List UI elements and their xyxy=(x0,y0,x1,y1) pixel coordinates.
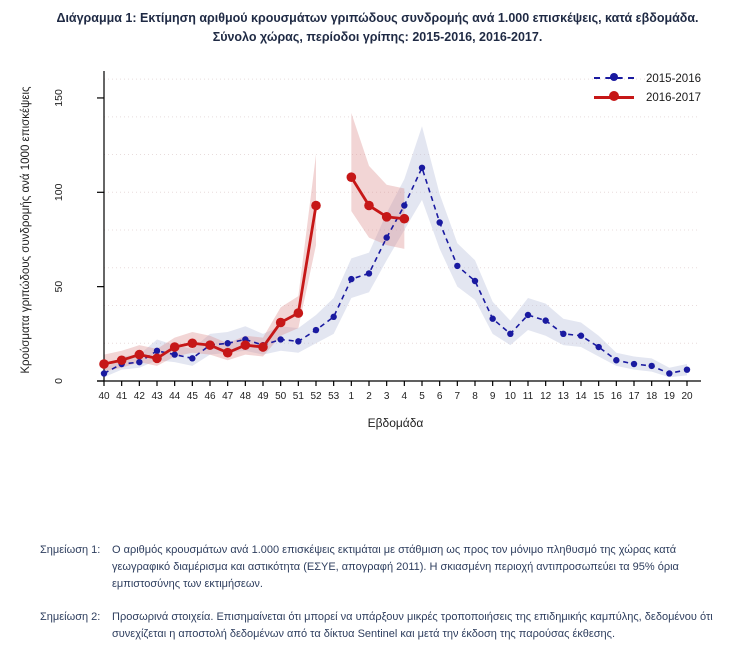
series-2015-2016-point xyxy=(542,317,548,323)
x-tick-label: 44 xyxy=(169,390,181,402)
series-2015-2016-point xyxy=(348,275,354,281)
footnote-1-text: Ο αριθμός κρουσμάτων ανά 1.000 επισκέψεις εκτιμάται με στάθμιση ως προς τον μόνιμο πληθυσμό της χώρας κατά γεωγραφικό διαμέρισμα και αστικότητα (ΕΣΥΕ, απογραφή 2011). Η σκιασμένη περιοχή αντιπροσωπεύει τα 95% όρια εμπιστοσύνης των εκτιμήσεων. xyxy=(112,543,679,590)
x-tick-label: 51 xyxy=(292,390,304,402)
y-tick-label: 100 xyxy=(53,183,65,201)
series-2016-2017-point xyxy=(294,308,304,318)
series-2015-2016-point xyxy=(507,330,513,336)
footnote-2-text: Προσωρινά στοιχεία. Επισημαίνεται ότι μπορεί να υπάρξουν μικρές τροποποιήσεις της επιδημικής καμπύλης, δεδομένου ότι συνεχίζεται η αποστολή δεδομένων από τα δίκτυα Sentinel και μετά την έκδοση της παρούσας έκθεσης. xyxy=(112,610,713,640)
series-2015-2016-point xyxy=(224,340,230,346)
y-tick-label: 0 xyxy=(53,377,65,384)
chart-legend xyxy=(594,73,701,104)
y-tick-label: 150 xyxy=(53,88,65,107)
series-2016-2017-point xyxy=(205,340,215,350)
x-tick-label: 14 xyxy=(575,390,587,402)
x-tick-label: 4 xyxy=(401,390,408,402)
x-tick-label: 7 xyxy=(454,390,461,402)
x-tick-label: 42 xyxy=(133,390,145,402)
x-axis-title: Εβδομάδα xyxy=(367,415,424,430)
series-2016-2017-point xyxy=(311,200,321,210)
series-2015-2016-point xyxy=(560,330,566,336)
flu-incidence-figure xyxy=(0,59,755,474)
y-tick-label: 50 xyxy=(53,280,65,292)
series-2016-2017-point xyxy=(117,355,127,365)
x-tick-label: 11 xyxy=(522,390,534,402)
x-tick-label: 12 xyxy=(540,390,552,402)
footnote-1-label: Σημείωση 1: xyxy=(40,543,101,556)
footnote-2 xyxy=(40,609,755,643)
x-tick-label: 17 xyxy=(628,390,640,402)
x-tick-label: 19 xyxy=(663,390,675,402)
x-tick-label: 2 xyxy=(366,390,372,402)
series-2015-2016-point xyxy=(631,360,637,366)
series-2016-2017-point xyxy=(152,353,162,363)
series-2016-2017-point xyxy=(364,200,374,210)
series-2015-2016-point xyxy=(366,270,372,276)
series-2015-2016-point xyxy=(525,311,531,317)
x-tick-label: 43 xyxy=(151,390,163,402)
series-2015-2016-point xyxy=(295,338,301,344)
series-2015-2016-point xyxy=(472,277,478,283)
series-2015-2016-point xyxy=(595,343,601,349)
series-2016-2017-point xyxy=(170,342,180,352)
series-2016-2017-point xyxy=(276,317,286,327)
legend-item-2015-2016 xyxy=(594,73,701,85)
x-tick-label: 10 xyxy=(504,390,516,402)
footnote-1 xyxy=(40,542,755,593)
series-2016-2017-point xyxy=(241,340,251,350)
footnote-2-label: Σημείωση 2: xyxy=(40,610,101,623)
x-tick-label: 41 xyxy=(116,390,128,402)
series-2015-2016-point xyxy=(401,202,407,208)
chart-title-line2: Σύνολο χώρας, περίοδοι γρίπης: 2015-2016, 2016-2017. xyxy=(212,29,543,44)
series-2015-2016-point xyxy=(101,370,107,376)
x-tick-label: 49 xyxy=(257,390,269,402)
legend-label: 2015-2016 xyxy=(646,72,701,85)
series-2015-2016-point xyxy=(330,313,336,319)
series-2015-2016-point xyxy=(666,370,672,376)
series-2015-2016-point xyxy=(277,336,283,342)
series-2015-2016-point xyxy=(313,326,319,332)
legend-dashed-line-icon xyxy=(594,74,634,83)
series-2016-2017-point xyxy=(400,213,410,223)
series-2015-2016-point xyxy=(489,315,495,321)
x-tick-label: 1 xyxy=(348,390,355,402)
series-2015-2016-point xyxy=(684,366,690,372)
x-tick-label: 50 xyxy=(275,390,287,402)
x-tick-label: 45 xyxy=(186,390,198,402)
series-2016-2017-point xyxy=(258,342,268,352)
chart-title xyxy=(0,0,755,47)
legend-label: 2016-2017 xyxy=(646,91,701,104)
series-2015-2016-point xyxy=(648,362,654,368)
series-2015-2016-point xyxy=(454,262,460,268)
series-2015-2016-point xyxy=(136,358,142,364)
x-tick-label: 46 xyxy=(204,390,216,402)
legend-item-2016-2017 xyxy=(594,92,701,104)
series-2016-2017-point xyxy=(382,212,392,222)
series-2015-2016-point xyxy=(578,332,584,338)
series-2015-2016-point xyxy=(613,357,619,363)
x-tick-label: 3 xyxy=(383,390,390,402)
series-2015-2016-point xyxy=(154,347,160,353)
series-2016-2017-point xyxy=(347,172,357,182)
flu-incidence-chart xyxy=(0,59,755,474)
x-tick-label: 20 xyxy=(681,390,693,402)
x-tick-label: 16 xyxy=(610,390,622,402)
confidence-band-2016-2017 xyxy=(351,113,404,249)
x-tick-label: 47 xyxy=(222,390,234,402)
series-2016-2017-point xyxy=(99,359,109,369)
series-2015-2016-point xyxy=(436,219,442,225)
series-2015-2016-point xyxy=(189,355,195,361)
x-tick-label: 6 xyxy=(436,390,443,402)
series-2015-2016-point xyxy=(383,234,389,240)
x-tick-label: 8 xyxy=(472,390,478,402)
x-tick-label: 53 xyxy=(328,390,340,402)
x-tick-label: 9 xyxy=(489,390,496,402)
x-tick-label: 52 xyxy=(310,390,322,402)
x-tick-label: 40 xyxy=(98,390,110,402)
series-2016-2017-point xyxy=(135,349,145,359)
series-2015-2016-point xyxy=(419,164,425,170)
footnotes xyxy=(0,542,755,643)
x-tick-label: 13 xyxy=(557,390,569,402)
x-tick-label: 15 xyxy=(593,390,605,402)
series-2016-2017-point xyxy=(223,347,233,357)
chart-title-line1: Διάγραμμα 1: Εκτίμηση αριθμού κρουσμάτων γριπώδους συνδρομής ανά 1.000 επισκέψεις, κατά εβδομάδα. xyxy=(56,11,699,25)
series-2016-2017-point xyxy=(188,338,198,348)
series-2015-2016-point xyxy=(171,351,177,357)
x-tick-label: 48 xyxy=(239,390,251,402)
y-axis-title: Κρούσματα γριπώδους συνδρομής ανά 1000 επισκέψεις xyxy=(20,85,32,374)
x-tick-label: 5 xyxy=(419,390,425,402)
x-tick-label: 18 xyxy=(646,390,658,402)
legend-solid-line-icon xyxy=(594,93,634,102)
